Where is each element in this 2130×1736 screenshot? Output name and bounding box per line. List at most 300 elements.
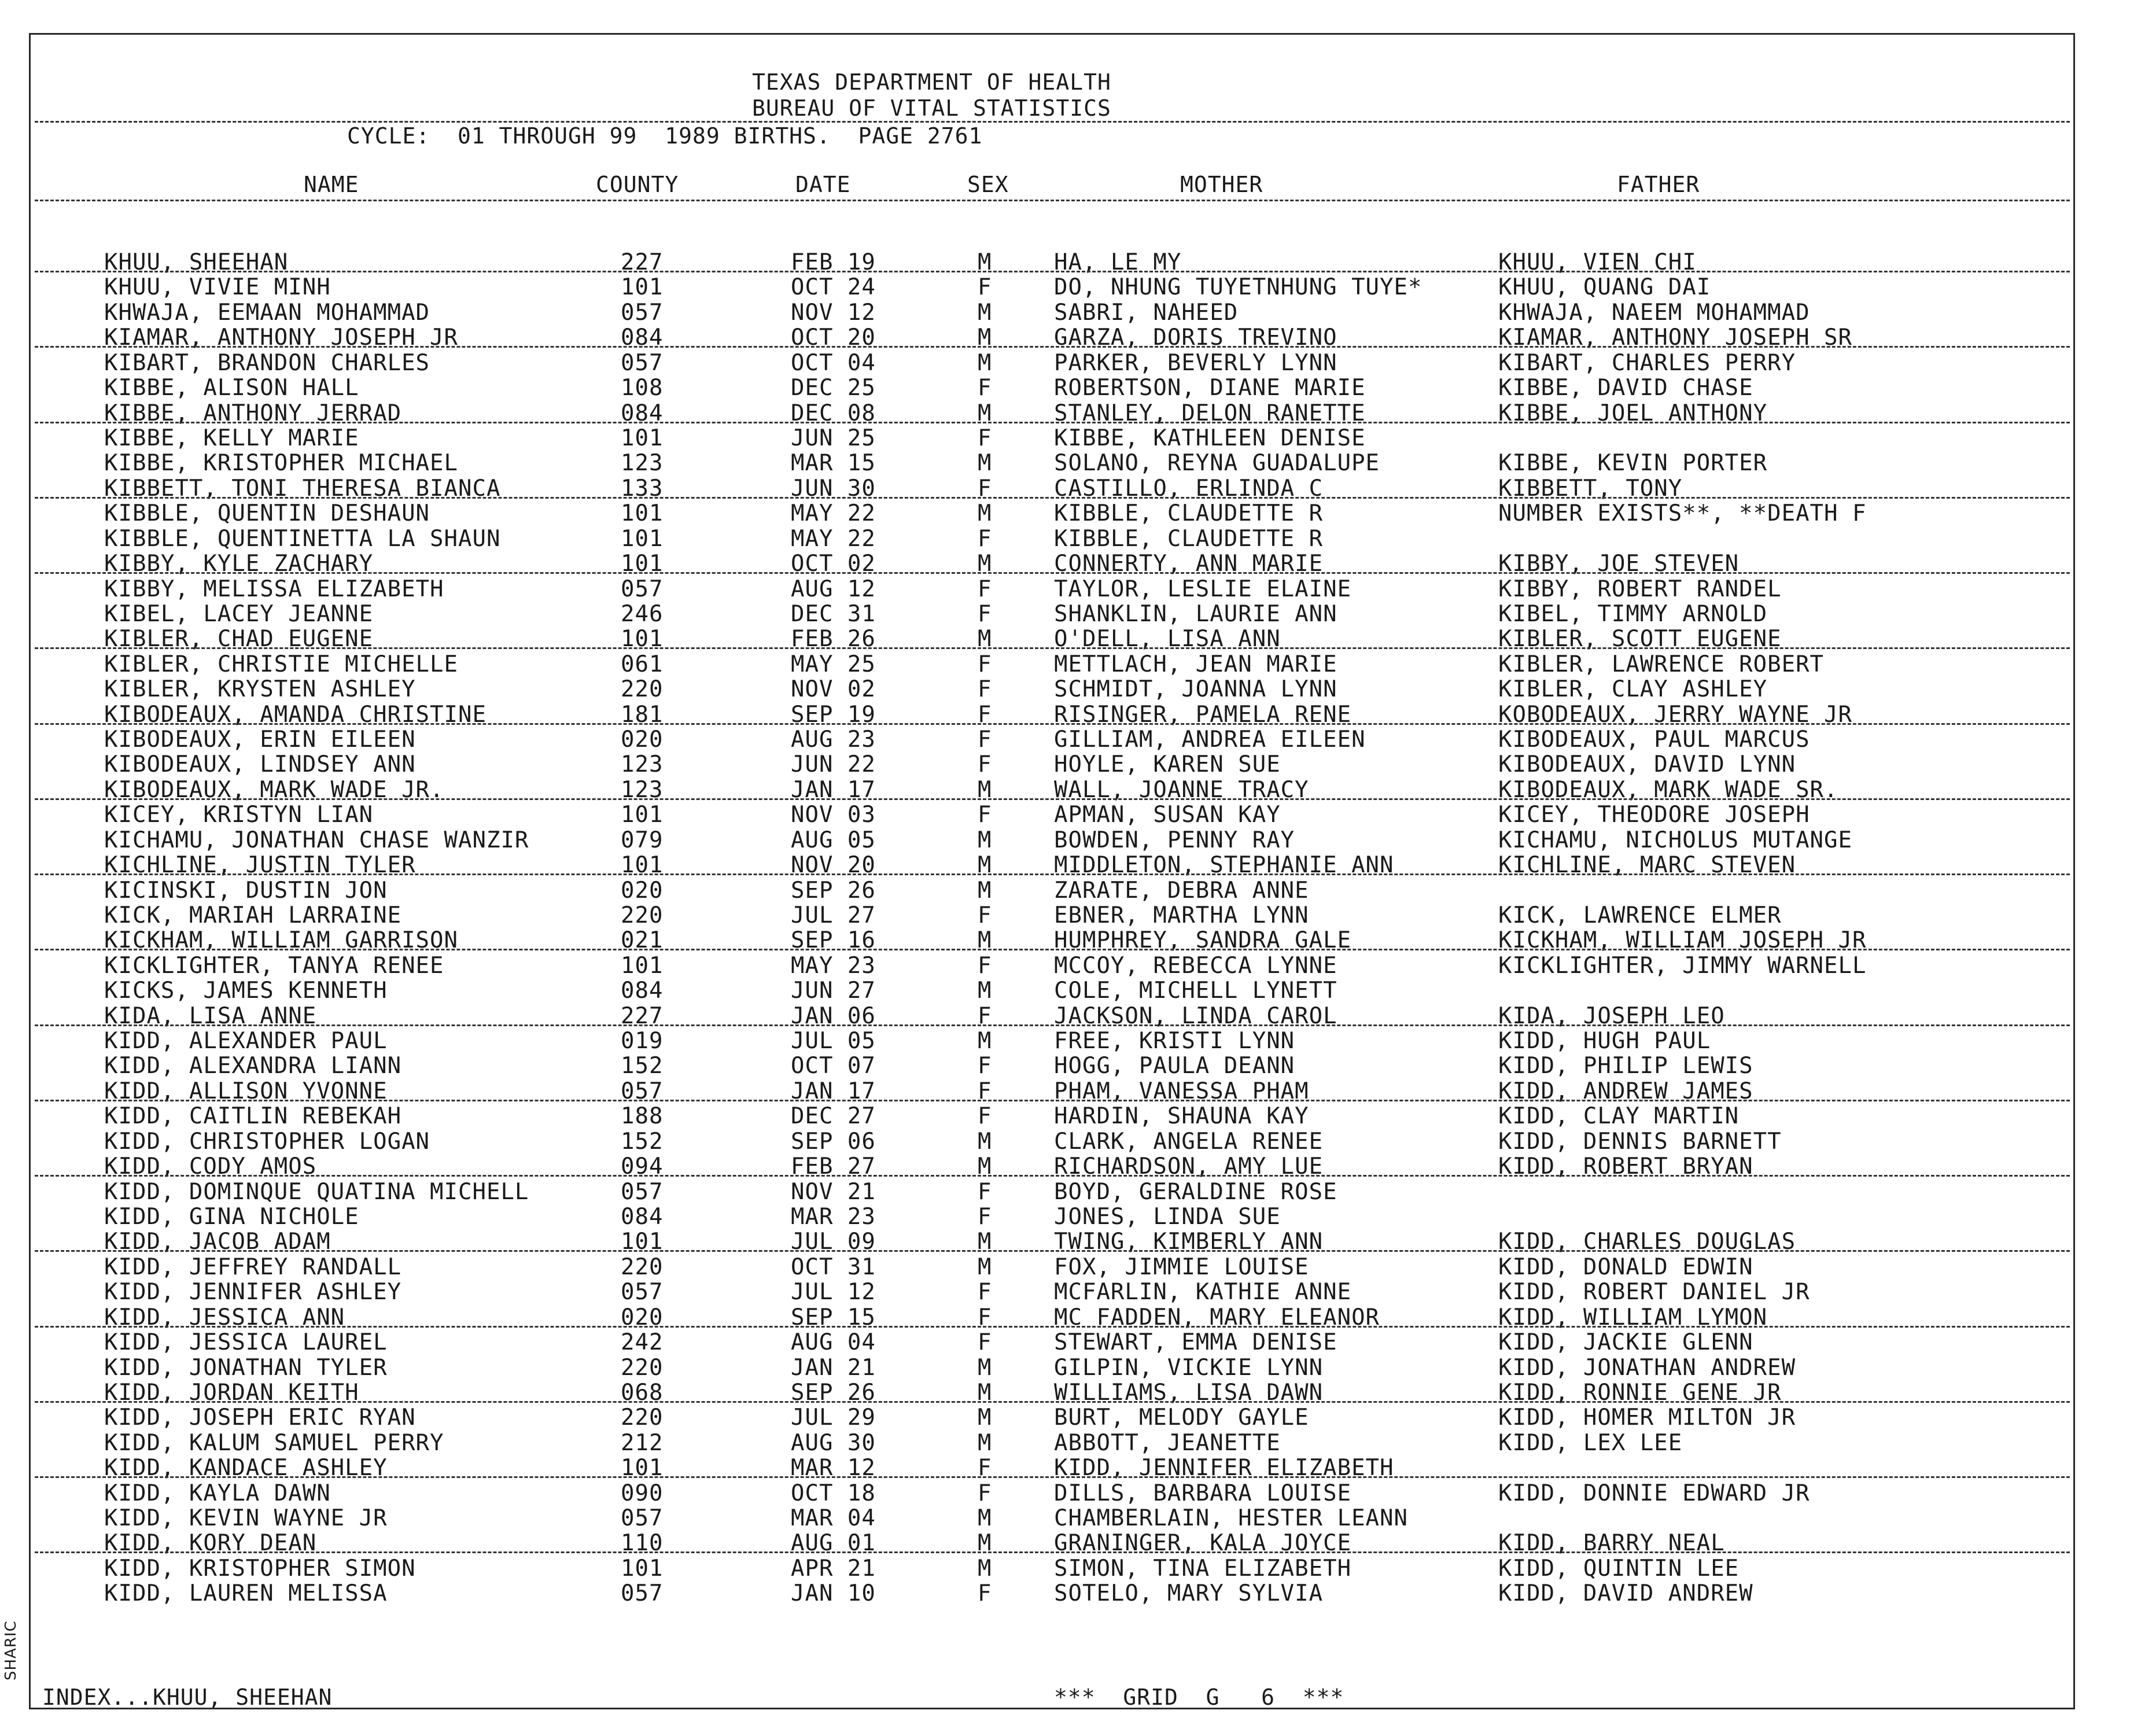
cell-sex: M — [978, 978, 992, 1004]
table-row — [0, 375, 2130, 400]
cell-sex: F — [978, 952, 992, 979]
cell-mother: JONES, LINDA SUE — [1054, 1204, 1281, 1230]
cell-name: KIDD, KAYLA DAWN — [104, 1480, 331, 1506]
column-header-date: DATE — [795, 172, 851, 197]
cell-date: JUL 05 — [791, 1028, 876, 1054]
cell-county: 084 — [621, 1204, 664, 1230]
cell-mother: CASTILLO, ERLINDA C — [1054, 475, 1324, 502]
cell-father: KICKHAM, WILLIAM JOSEPH JR — [1498, 927, 1867, 954]
table-row — [0, 1556, 2130, 1581]
row-rule — [35, 1401, 2070, 1403]
cell-county: 021 — [621, 927, 664, 954]
row-rule — [35, 647, 2070, 649]
cell-date: SEP 15 — [791, 1304, 876, 1330]
cell-date: MAR 23 — [791, 1204, 876, 1230]
cell-father: KICHAMU, NICHOLUS MUTANGE — [1498, 827, 1852, 853]
cell-name: KICHLINE, JUSTIN TYLER — [104, 852, 416, 879]
cell-county: 057 — [621, 1505, 664, 1531]
cell-date: OCT 20 — [791, 325, 876, 351]
table-row — [0, 1581, 2130, 1606]
cell-county: 057 — [621, 349, 664, 376]
cell-county: 220 — [621, 676, 664, 703]
cell-date: OCT 04 — [791, 349, 876, 376]
table-row — [0, 501, 2130, 526]
cell-county: 227 — [621, 1002, 664, 1029]
row-rule — [35, 1476, 2070, 1478]
cell-mother: GILLIAM, ANDREA EILEEN — [1054, 727, 1366, 753]
cell-name: KIBBE, KRISTOPHER MICHAEL — [104, 450, 458, 477]
cell-sex: F — [978, 1002, 992, 1029]
column-header-county: COUNTY — [596, 172, 679, 197]
cell-name: KIBLER, CHRISTIE MICHELLE — [104, 651, 458, 677]
cell-date: MAR 04 — [791, 1505, 876, 1531]
cell-county: 110 — [621, 1530, 664, 1557]
cell-father: KIBODEAUX, MARK WADE SR. — [1498, 776, 1838, 803]
row-rule — [35, 271, 2070, 272]
cell-name: KIDD, ALEXANDRA LIANN — [104, 1053, 402, 1079]
cell-county: 220 — [621, 1254, 664, 1280]
header-rule — [35, 121, 2070, 123]
cell-name: KIDD, JENNIFER ASHLEY — [104, 1279, 402, 1306]
cell-date: JUL 27 — [791, 902, 876, 928]
table-row — [0, 1129, 2130, 1154]
cell-county: 101 — [621, 525, 664, 552]
cell-name: KIBBETT, TONI THERESA BIANCA — [104, 475, 501, 502]
cell-county: 188 — [621, 1103, 664, 1130]
cell-date: JAN 21 — [791, 1354, 876, 1381]
column-header-mother: MOTHER — [1180, 172, 1263, 197]
cell-mother: DO, NHUNG TUYETNHUNG TUYE* — [1054, 274, 1423, 301]
table-row — [0, 1330, 2130, 1355]
cell-county: 020 — [621, 727, 664, 753]
cell-sex: F — [978, 1078, 992, 1104]
cell-county: 020 — [621, 877, 664, 904]
cell-name: KIAMAR, ANTHONY JOSEPH JR — [104, 325, 458, 351]
cell-mother: PHAM, VANESSA PHAM — [1054, 1078, 1309, 1104]
cell-date: NOV 02 — [791, 676, 876, 703]
table-row — [0, 577, 2130, 602]
cell-name: KIDD, KRISTOPHER SIMON — [104, 1555, 416, 1582]
cell-date: AUG 30 — [791, 1429, 876, 1456]
cell-mother: SCHMIDT, JOANNA LYNN — [1054, 676, 1337, 703]
cell-mother: O'DELL, LISA ANN — [1054, 626, 1281, 653]
cell-county: 057 — [621, 1078, 664, 1104]
cell-mother: STANLEY, DELON RANETTE — [1054, 400, 1366, 426]
cell-sex: F — [978, 1204, 992, 1230]
table-row — [0, 677, 2130, 702]
cell-sex: F — [978, 525, 992, 552]
cell-father: KIBBE, DAVID CHASE — [1498, 375, 1753, 401]
cell-date: DEC 08 — [791, 400, 876, 426]
side-mark: SHARIC — [2, 1620, 20, 1680]
cell-mother: BURT, MELODY GAYLE — [1054, 1405, 1309, 1431]
cell-mother: ABBOTT, JEANETTE — [1054, 1429, 1281, 1456]
cell-mother: FOX, JIMMIE LOUISE — [1054, 1254, 1309, 1280]
row-rule — [35, 1551, 2070, 1553]
cell-county: 152 — [621, 1128, 664, 1155]
cell-mother: RISINGER, PAMELA RENE — [1054, 701, 1352, 728]
cell-county: 090 — [621, 1480, 664, 1506]
cell-mother: HUMPHREY, SANDRA GALE — [1054, 927, 1352, 954]
cell-father: KIDD, WILLIAM LYMON — [1498, 1304, 1768, 1330]
cell-date: NOV 03 — [791, 802, 876, 828]
cell-date: NOV 21 — [791, 1178, 876, 1205]
cell-date: NOV 20 — [791, 852, 876, 879]
cell-mother: BOWDEN, PENNY RAY — [1054, 827, 1295, 853]
table-row — [0, 1431, 2130, 1455]
cell-father: KIDD, DONALD EDWIN — [1498, 1254, 1753, 1280]
cell-sex: M — [978, 299, 992, 326]
row-rule — [35, 422, 2070, 423]
cell-name: KIDD, JONATHAN TYLER — [104, 1354, 388, 1381]
cell-county: 246 — [621, 600, 664, 627]
table-row — [0, 1180, 2130, 1204]
cell-sex: M — [978, 1405, 992, 1431]
cell-father: KIBLER, CLAY ASHLEY — [1498, 676, 1768, 703]
cell-county: 108 — [621, 375, 664, 401]
cell-county: 152 — [621, 1053, 664, 1079]
cell-mother: MCFARLIN, KATHIE ANNE — [1054, 1279, 1352, 1306]
cell-mother: METTLACH, JEAN MARIE — [1054, 651, 1337, 677]
cell-date: AUG 12 — [791, 576, 876, 602]
table-row — [0, 978, 2130, 1003]
cell-date: JUL 09 — [791, 1229, 876, 1255]
cell-county: 227 — [621, 249, 664, 275]
cell-name: KIDD, JEFFREY RANDALL — [104, 1254, 402, 1280]
cell-father: KHWAJA, NAEEM MOHAMMAD — [1498, 299, 1810, 326]
table-row — [0, 1255, 2130, 1280]
cell-mother: KIDD, JENNIFER ELIZABETH — [1054, 1455, 1394, 1481]
row-rule — [35, 873, 2070, 875]
cell-name: KICKLIGHTER, TANYA RENEE — [104, 952, 444, 979]
row-rule — [35, 346, 2070, 348]
cell-mother: GRANINGER, KALA JOYCE — [1054, 1530, 1352, 1557]
table-row — [0, 652, 2130, 677]
row-rule — [35, 1100, 2070, 1101]
cycle-line: CYCLE: 01 THROUGH 99 1989 BIRTHS. PAGE 2761 — [347, 123, 983, 149]
row-rule — [35, 723, 2070, 725]
cell-sex: F — [978, 1178, 992, 1205]
cell-sex: F — [978, 1053, 992, 1079]
cell-mother: WILLIAMS, LISA DAWN — [1054, 1379, 1324, 1406]
cell-date: NOV 12 — [791, 299, 876, 326]
cell-name: KIDD, KORY DEAN — [104, 1530, 317, 1557]
cell-mother: PARKER, BEVERLY LYNN — [1054, 349, 1337, 376]
cell-county: 101 — [621, 1229, 664, 1255]
index-footer: INDEX...KHUU, SHEEHAN — [42, 1685, 333, 1710]
cell-county: 123 — [621, 751, 664, 778]
cell-name: KICHAMU, JONATHAN CHASE WANZIR — [104, 827, 529, 853]
table-row — [0, 426, 2130, 451]
cell-county: 133 — [621, 475, 664, 502]
cell-mother: SOLANO, REYNA GUADALUPE — [1054, 450, 1380, 477]
cell-date: MAY 25 — [791, 651, 876, 677]
cell-county: 181 — [621, 701, 664, 728]
cell-date: AUG 01 — [791, 1530, 876, 1557]
cell-county: 061 — [621, 651, 664, 677]
cell-name: KIDD, JORDAN KEITH — [104, 1379, 359, 1406]
cell-father: KICK, LAWRENCE ELMER — [1498, 902, 1782, 928]
cell-father: KIDD, BARRY NEAL — [1498, 1530, 1725, 1557]
cell-county: 101 — [621, 802, 664, 828]
table-row — [0, 451, 2130, 476]
cell-sex: M — [978, 827, 992, 853]
cell-sex: M — [978, 852, 992, 879]
cell-father: KICKLIGHTER, JIMMY WARNELL — [1498, 952, 1867, 979]
cell-sex: M — [978, 400, 992, 426]
cell-mother: APMAN, SUSAN KAY — [1054, 802, 1281, 828]
cell-father: KIBLER, SCOTT EUGENE — [1498, 626, 1782, 653]
cell-father: KIBBE, JOEL ANTHONY — [1498, 400, 1768, 426]
cell-name: KIBBLE, QUENTIN DESHAUN — [104, 500, 430, 527]
cell-county: 020 — [621, 1304, 664, 1330]
cell-sex: F — [978, 600, 992, 627]
grid-footer: *** GRID G 6 *** — [1054, 1685, 1344, 1710]
cell-name: KIBEL, LACEY JEANNE — [104, 600, 374, 627]
cell-date: SEP 06 — [791, 1128, 876, 1155]
cell-date: FEB 19 — [791, 249, 876, 275]
cell-name: KIBBLE, QUENTINETTA LA SHAUN — [104, 525, 501, 552]
cell-date: DEC 25 — [791, 375, 876, 401]
table-row — [0, 1029, 2130, 1053]
cell-county: 220 — [621, 902, 664, 928]
cell-sex: M — [978, 776, 992, 803]
table-row — [0, 1204, 2130, 1229]
table-row — [0, 351, 2130, 375]
table-row — [0, 1053, 2130, 1078]
row-rule — [35, 949, 2070, 950]
cell-sex: M — [978, 1379, 992, 1406]
cell-mother: COLE, MICHELL LYNETT — [1054, 978, 1337, 1004]
cell-mother: HOYLE, KAREN SUE — [1054, 751, 1281, 778]
cell-sex: F — [978, 802, 992, 828]
cell-date: OCT 02 — [791, 551, 876, 577]
cell-father: KIDD, CLAY MARTIN — [1498, 1103, 1740, 1130]
cell-name: KIDD, JESSICA LAUREL — [104, 1329, 388, 1356]
cell-mother: CHAMBERLAIN, HESTER LEANN — [1054, 1505, 1408, 1531]
cell-sex: F — [978, 1103, 992, 1130]
cell-date: AUG 04 — [791, 1329, 876, 1356]
cell-date: JAN 17 — [791, 776, 876, 803]
cell-sex: M — [978, 1505, 992, 1531]
cell-date: OCT 07 — [791, 1053, 876, 1079]
cell-name: KIDD, LAUREN MELISSA — [104, 1580, 388, 1607]
cell-name: KIDD, DOMINQUE QUATINA MICHELL — [104, 1178, 529, 1205]
cell-sex: M — [978, 1153, 992, 1180]
cell-county: 212 — [621, 1429, 664, 1456]
cell-mother: HOGG, PAULA DEANN — [1054, 1053, 1295, 1079]
cell-mother: HA, LE MY — [1054, 249, 1182, 275]
cell-name: KIBLER, KRYSTEN ASHLEY — [104, 676, 416, 703]
cell-father: KIDD, DONNIE EDWARD JR — [1498, 1480, 1810, 1506]
cell-date: JUN 25 — [791, 425, 876, 451]
cell-sex: F — [978, 576, 992, 602]
cell-father: KIDD, DENNIS BARNETT — [1498, 1128, 1782, 1155]
cell-date: FEB 26 — [791, 626, 876, 653]
cell-name: KIDD, KALUM SAMUEL PERRY — [104, 1429, 444, 1456]
cell-name: KIBART, BRANDON CHARLES — [104, 349, 430, 376]
cell-father: KIDD, LEX LEE — [1498, 1429, 1683, 1456]
cell-date: DEC 27 — [791, 1103, 876, 1130]
cell-county: 084 — [621, 325, 664, 351]
cell-county: 123 — [621, 450, 664, 477]
cell-mother: GILPIN, VICKIE LYNN — [1054, 1354, 1324, 1381]
cell-date: JUN 30 — [791, 475, 876, 502]
cell-county: 220 — [621, 1354, 664, 1381]
cell-father: KIBLER, LAWRENCE ROBERT — [1498, 651, 1825, 677]
cell-father: KIBBE, KEVIN PORTER — [1498, 450, 1768, 477]
cell-mother: SIMON, TINA ELIZABETH — [1054, 1555, 1352, 1582]
cell-name: KIDD, CODY AMOS — [104, 1153, 317, 1180]
cell-name: KICK, MARIAH LARRAINE — [104, 902, 402, 928]
cell-date: OCT 31 — [791, 1254, 876, 1280]
cell-mother: SHANKLIN, LAURIE ANN — [1054, 600, 1337, 627]
cell-name: KIBLER, CHAD EUGENE — [104, 626, 374, 653]
cell-date: JAN 10 — [791, 1580, 876, 1607]
cell-date: JUN 27 — [791, 978, 876, 1004]
cell-mother: MCCOY, REBECCA LYNNE — [1054, 952, 1337, 979]
cell-county: 019 — [621, 1028, 664, 1054]
cell-father: KIAMAR, ANTHONY JOSEPH SR — [1498, 325, 1852, 351]
cell-sex: M — [978, 1128, 992, 1155]
cell-name: KIDD, CHRISTOPHER LOGAN — [104, 1128, 430, 1155]
cell-mother: ROBERTSON, DIANE MARIE — [1054, 375, 1366, 401]
cell-father: KICEY, THEODORE JOSEPH — [1498, 802, 1810, 828]
cell-father: KOBODEAUX, JERRY WAYNE JR — [1498, 701, 1852, 728]
cell-date: SEP 16 — [791, 927, 876, 954]
cell-name: KICKS, JAMES KENNETH — [104, 978, 388, 1004]
cell-name: KIBBY, KYLE ZACHARY — [104, 551, 374, 577]
table-row — [0, 1481, 2130, 1506]
cell-name: KIDD, JESSICA ANN — [104, 1304, 345, 1330]
row-rule — [35, 1024, 2070, 1026]
row-rule — [35, 1326, 2070, 1328]
cell-date: SEP 19 — [791, 701, 876, 728]
cell-county: 101 — [621, 1555, 664, 1582]
cell-county: 220 — [621, 1405, 664, 1431]
cell-name: KIDD, ALEXANDER PAUL — [104, 1028, 388, 1054]
cell-name: KIBODEAUX, ERIN EILEEN — [104, 727, 416, 753]
cell-county: 101 — [621, 425, 664, 451]
column-header-father: FATHER — [1617, 172, 1700, 197]
cell-date: MAY 22 — [791, 500, 876, 527]
cell-county: 101 — [621, 274, 664, 301]
table-row — [0, 1104, 2130, 1129]
row-rule — [35, 572, 2070, 574]
cell-sex: F — [978, 1279, 992, 1306]
cell-father: KIDD, JONATHAN ANDREW — [1498, 1354, 1796, 1381]
cell-sex: M — [978, 1354, 992, 1381]
cell-sex: M — [978, 325, 992, 351]
cell-father: KIDD, HUGH PAUL — [1498, 1028, 1711, 1054]
cell-county: 094 — [621, 1153, 664, 1180]
cell-father: KIDD, ANDREW JAMES — [1498, 1078, 1753, 1104]
cell-sex: F — [978, 1580, 992, 1607]
cell-sex: M — [978, 249, 992, 275]
cell-name: KIDD, JOSEPH ERIC RYAN — [104, 1405, 416, 1431]
cell-mother: RICHARDSON, AMY LUE — [1054, 1153, 1324, 1180]
cell-mother: SABRI, NAHEED — [1054, 299, 1239, 326]
cell-father: NUMBER EXISTS**, **DEATH F — [1498, 500, 1867, 527]
cell-sex: F — [978, 425, 992, 451]
table-row — [0, 300, 2130, 325]
column-header-sex: SEX — [967, 172, 1009, 197]
table-row — [0, 275, 2130, 300]
cell-mother: FREE, KRISTI LYNN — [1054, 1028, 1295, 1054]
table-row — [0, 752, 2130, 777]
cell-sex: F — [978, 902, 992, 928]
cell-sex: M — [978, 500, 992, 527]
cell-father: KIDD, CHARLES DOUGLAS — [1498, 1229, 1796, 1255]
cell-sex: M — [978, 1429, 992, 1456]
cell-name: KIDD, JACOB ADAM — [104, 1229, 331, 1255]
cell-name: KHWAJA, EEMAAN MOHAMMAD — [104, 299, 430, 326]
cell-name: KIBBE, ALISON HALL — [104, 375, 359, 401]
cell-sex: M — [978, 450, 992, 477]
cell-name: KHUU, VIVIE MINH — [104, 274, 331, 301]
cell-sex: F — [978, 1480, 992, 1506]
cell-sex: M — [978, 1229, 992, 1255]
cell-date: MAY 22 — [791, 525, 876, 552]
cell-mother: WALL, JOANNE TRACY — [1054, 776, 1309, 803]
cell-name: KICINSKI, DUSTIN JON — [104, 877, 388, 904]
cell-date: OCT 18 — [791, 1480, 876, 1506]
table-row — [0, 602, 2130, 626]
table-row — [0, 802, 2130, 827]
row-rule — [35, 497, 2070, 499]
cell-father: KIBART, CHARLES PERRY — [1498, 349, 1796, 376]
cell-name: KIDD, KANDACE ASHLEY — [104, 1455, 388, 1481]
cell-sex: F — [978, 475, 992, 502]
table-row — [0, 526, 2130, 551]
cell-name: KICEY, KRISTYN LIAN — [104, 802, 374, 828]
cell-name: KIBBE, KELLY MARIE — [104, 425, 359, 451]
cell-mother: STEWART, EMMA DENISE — [1054, 1329, 1337, 1356]
cell-sex: F — [978, 751, 992, 778]
cell-mother: KIBBE, KATHLEEN DENISE — [1054, 425, 1366, 451]
cell-county: 057 — [621, 299, 664, 326]
cell-mother: ZARATE, DEBRA ANNE — [1054, 877, 1309, 904]
cell-father: KIDD, ROBERT BRYAN — [1498, 1153, 1753, 1180]
cell-name: KIBBY, MELISSA ELIZABETH — [104, 576, 444, 602]
cell-sex: M — [978, 551, 992, 577]
cell-sex: F — [978, 1329, 992, 1356]
cell-mother: KIBBLE, CLAUDETTE R — [1054, 525, 1324, 552]
cell-mother: CLARK, ANGELA RENEE — [1054, 1128, 1324, 1155]
cell-date: AUG 23 — [791, 727, 876, 753]
column-header-rule — [35, 200, 2070, 201]
cell-county: 101 — [621, 852, 664, 879]
cell-sex: M — [978, 349, 992, 376]
cell-sex: F — [978, 727, 992, 753]
cell-county: 242 — [621, 1329, 664, 1356]
cell-date: JAN 17 — [791, 1078, 876, 1104]
cell-father: KIBBETT, TONY — [1498, 475, 1683, 502]
cell-mother: JACKSON, LINDA CAROL — [1054, 1002, 1337, 1029]
cell-county: 101 — [621, 626, 664, 653]
cell-sex: M — [978, 1254, 992, 1280]
cell-mother: BOYD, GERALDINE ROSE — [1054, 1178, 1337, 1205]
cell-county: 079 — [621, 827, 664, 853]
cell-father: KIDD, DAVID ANDREW — [1498, 1580, 1753, 1607]
cell-name: KIBBE, ANTHONY JERRAD — [104, 400, 402, 426]
report-title: TEXAS DEPARTMENT OF HEALTH — [752, 69, 1111, 95]
cell-county: 101 — [621, 952, 664, 979]
cell-date: JAN 06 — [791, 1002, 876, 1029]
cell-date: JUL 29 — [791, 1405, 876, 1431]
cell-father: KIBEL, TIMMY ARNOLD — [1498, 600, 1768, 627]
cell-name: KIDD, KEVIN WAYNE JR — [104, 1505, 388, 1531]
